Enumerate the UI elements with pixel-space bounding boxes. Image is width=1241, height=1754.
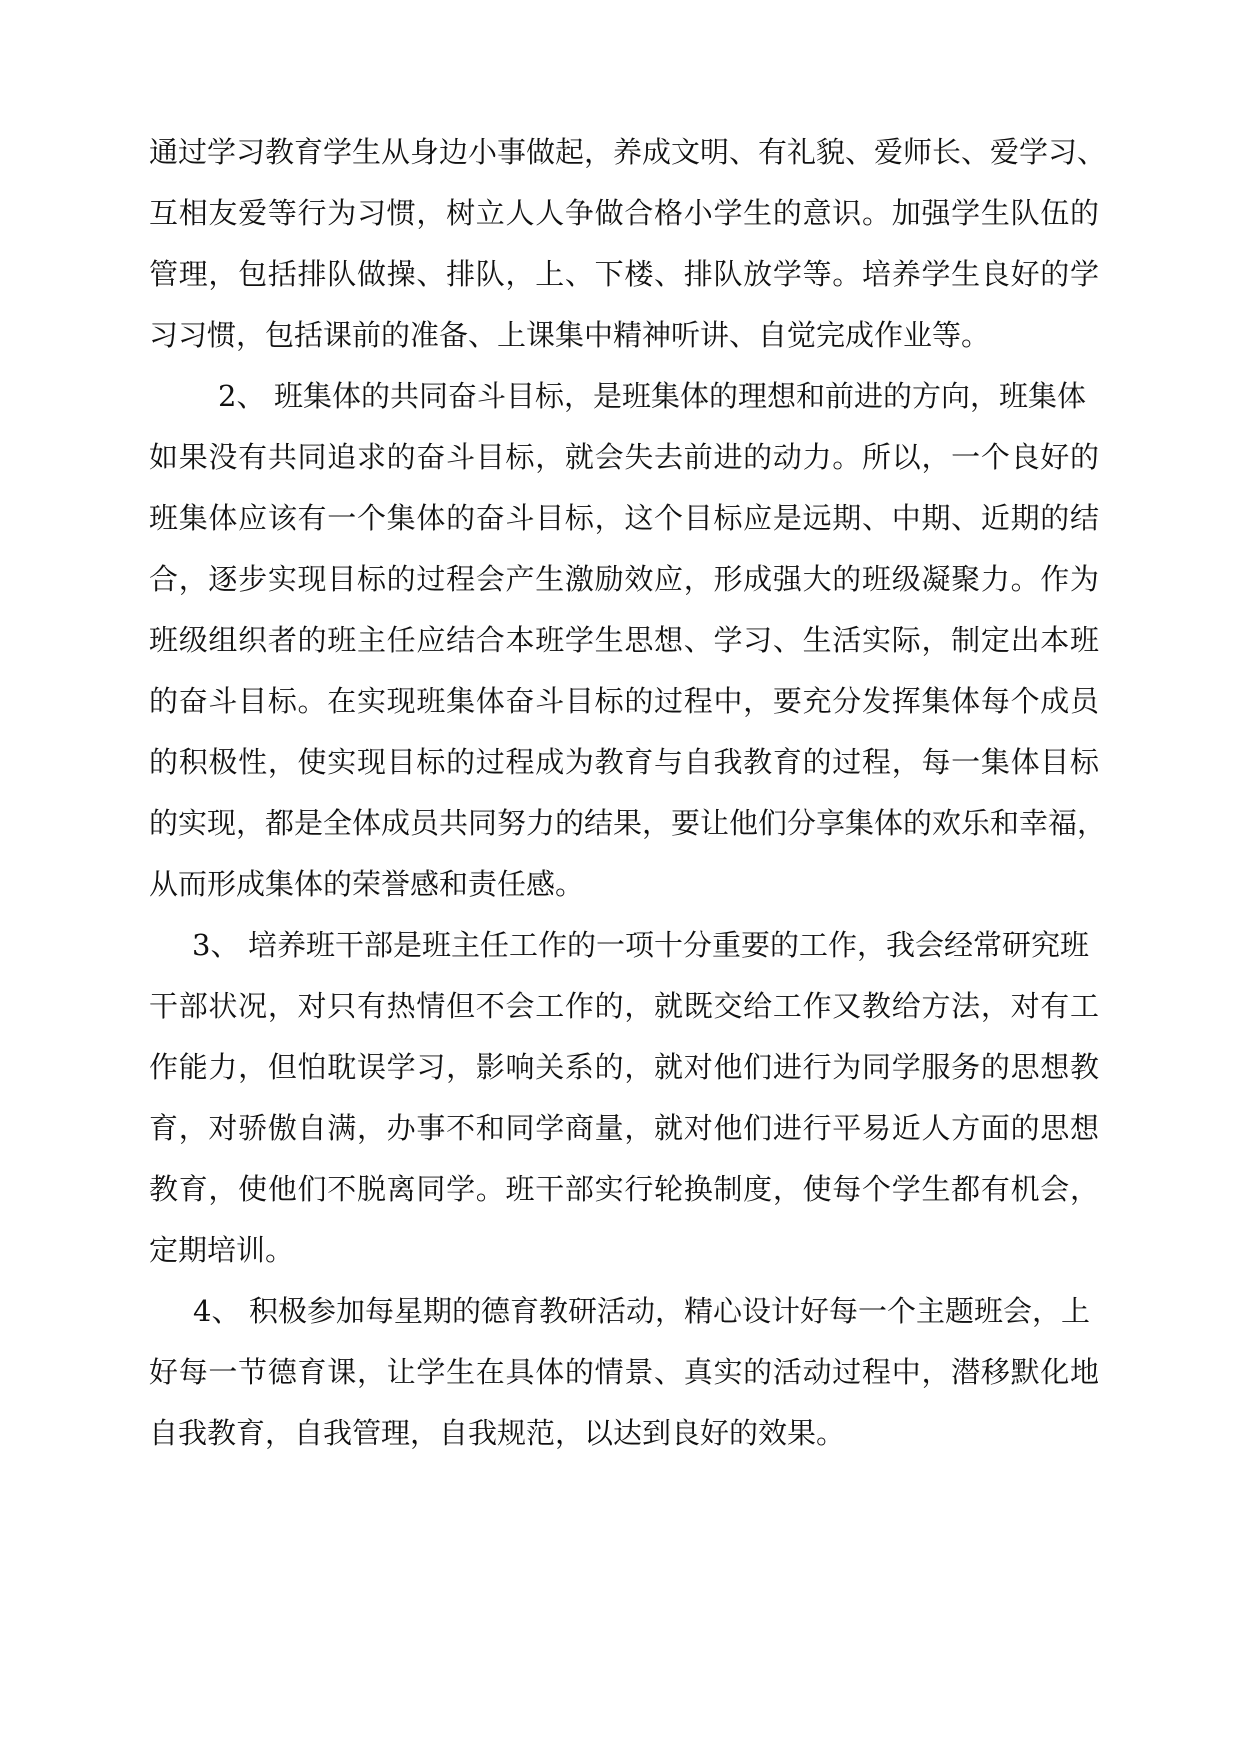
paragraph-first-line xyxy=(149,366,1099,427)
paragraph-line: 如果没有共同追求的奋斗目标，就会失去前进的动力。所以，一个良好的 xyxy=(149,440,1099,474)
paragraph-line: 互相友爱等行为习惯，树立人人争做合格小学生的意识。加强学生队伍的 xyxy=(149,196,1099,230)
paragraph-line: 的实现，都是全体成员共同努力的结果，要让他们分享集体的欢乐和幸福， xyxy=(149,806,1107,840)
document-body xyxy=(149,122,1107,1464)
paragraph-line: 从而形成集体的荣誉感和责任感。 xyxy=(149,867,585,901)
paragraph-line: 班级组织者的班主任应结合本班学生思想、学习、生活实际，制定出本班 xyxy=(149,623,1099,657)
paragraph-line-text: 积极参加每星期的德育教研活动，精心设计好每一个主题班会，上 xyxy=(249,1294,1091,1328)
paragraph-number: 4、 xyxy=(193,1294,241,1328)
paragraph-line: 作能力，但怕耽误学习，影响关系的，就对他们进行为同学服务的思想教 xyxy=(149,1050,1099,1084)
paragraph-line-text: 培养班干部是班主任工作的一项十分重要的工作，我会经常研究班 xyxy=(248,928,1090,962)
paragraph-1 xyxy=(149,122,1107,366)
paragraph-first-line xyxy=(149,915,1099,976)
paragraph-line: 好每一节德育课，让学生在具体的情景、真实的活动过程中，潜移默化地 xyxy=(149,1355,1099,1389)
paragraph-line: 通过学习教育学生从身边小事做起，养成文明、有礼貌、爱师长、爱学习、 xyxy=(149,135,1107,169)
paragraph-number: 3、 xyxy=(192,928,240,962)
paragraph-line: 管理，包括排队做操、排队，上、下楼、排队放学等。培养学生良好的学 xyxy=(149,257,1099,291)
paragraph-first-line xyxy=(149,1281,1099,1342)
paragraph-number: 2、 xyxy=(218,379,266,413)
paragraph-line: 习习惯，包括课前的准备、上课集中精神听讲、自觉完成作业等。 xyxy=(149,318,991,352)
paragraph-2 xyxy=(149,366,1107,915)
paragraph-line: 育，对骄傲自满，办事不和同学商量，就对他们进行平易近人方面的思想 xyxy=(149,1111,1099,1145)
paragraph-line: 合，逐步实现目标的过程会产生激励效应，形成强大的班级凝聚力。作为 xyxy=(149,562,1099,596)
paragraph-line: 的积极性，使实现目标的过程成为教育与自我教育的过程，每一集体目标 xyxy=(149,745,1099,779)
paragraph-line: 的奋斗目标。在实现班集体奋斗目标的过程中，要充分发挥集体每个成员 xyxy=(149,684,1099,718)
paragraph-line: 教育，使他们不脱离同学。班干部实行轮换制度，使每个学生都有机会， xyxy=(149,1172,1099,1206)
paragraph-4 xyxy=(149,1281,1099,1464)
paragraph-line: 班集体应该有一个集体的奋斗目标，这个目标应是远期、中期、近期的结 xyxy=(149,501,1099,535)
paragraph-3 xyxy=(149,915,1099,1281)
paragraph-line: 定期培训。 xyxy=(149,1233,295,1267)
paragraph-line-text: 班集体的共同奋斗目标，是班集体的理想和前进的方向，班集体 xyxy=(274,379,1087,413)
paragraph-line: 干部状况，对只有热情但不会工作的，就既交给工作又教给方法，对有工 xyxy=(149,989,1099,1023)
paragraph-line: 自我教育，自我管理，自我规范，以达到良好的效果。 xyxy=(149,1416,846,1450)
